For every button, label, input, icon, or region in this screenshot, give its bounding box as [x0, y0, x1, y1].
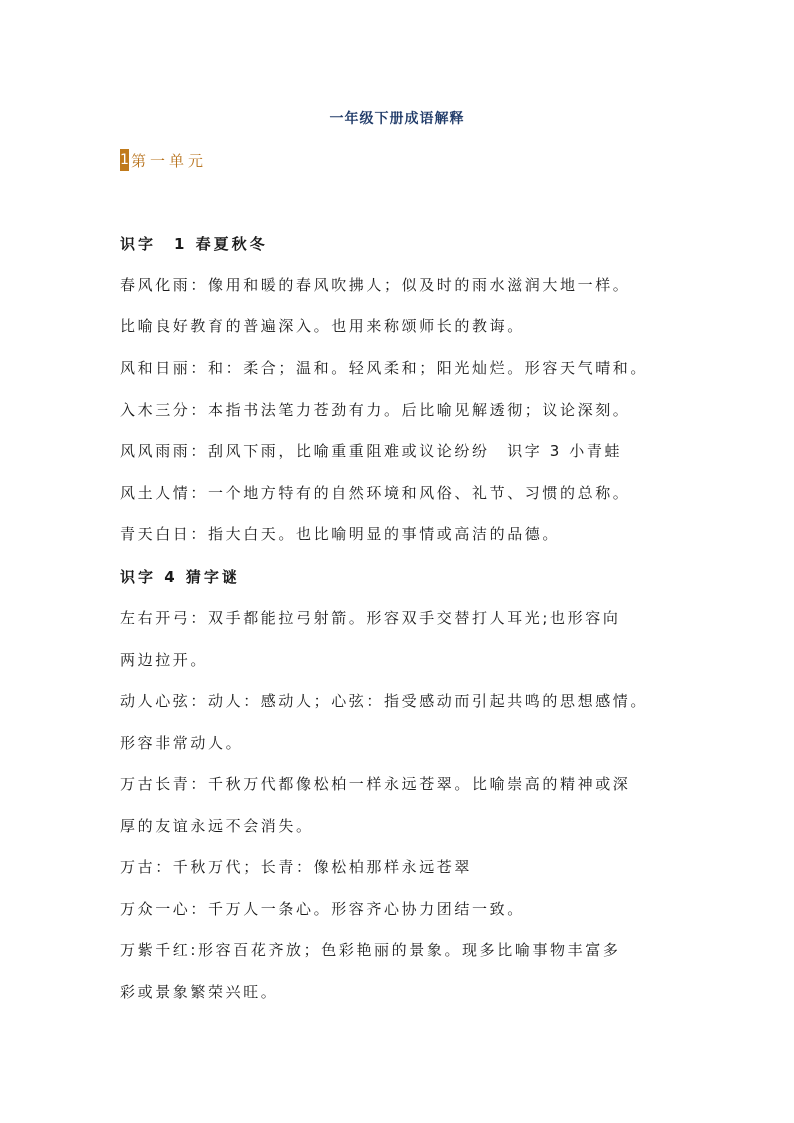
unit-number-badge: 1: [120, 149, 129, 171]
idiom-entry: 入木三分：本指书法笔力苍劲有力。后比喻见解透彻；议论深刻。: [120, 401, 631, 419]
idiom-entry-continued: 比喻良好教育的普遍深入。也用来称颂师长的教诲。: [120, 317, 525, 335]
idiom-entry: 万众一心：千万人一条心。形容齐心协力团结一致。: [120, 900, 525, 918]
unit-heading: [120, 149, 207, 171]
idiom-entry: 万古长青：千秋万代都像松柏一样永远苍翠。比喻崇高的精神或深: [120, 775, 631, 793]
idiom-entry-continued: 彩或景象繁荣兴旺。: [120, 983, 279, 1001]
idiom-entry: 青天白日：指大白天。也比喻明显的事情或高洁的品德。: [120, 525, 561, 543]
idiom-entry: 风土人情：一个地方特有的自然环境和风俗、礼节、习惯的总称。: [120, 484, 631, 502]
idiom-entry: 动人心弦：动人：感动人；心弦：指受感动而引起共鸣的思想感情。: [120, 692, 649, 710]
idiom-entry-continued: 两边拉开。: [120, 651, 209, 669]
section-heading: 识字 4 猜字谜: [120, 568, 240, 586]
document-title: 一年级下册成语解释: [329, 111, 465, 127]
idiom-entry-continued: 厚的友谊永远不会消失。: [120, 817, 314, 835]
idiom-entry: 左右开弓：双手都能拉弓射箭。形容双手交替打人耳光;也形容向: [120, 609, 621, 627]
unit-label: 第一单元: [131, 151, 208, 170]
idiom-entry: 风和日丽：和：柔合；温和。轻风柔和；阳光灿烂。形容天气晴和。: [120, 359, 649, 377]
idiom-entry: 春风化雨：像用和暖的春风吹拂人；似及时的雨水滋润大地一样。: [120, 276, 631, 294]
idiom-entry: 风风雨雨：刮风下雨，比喻重重阻难或议论纷纷 识字 3 小青蛙: [120, 442, 623, 460]
idiom-entry-continued: 形容非常动人。: [120, 734, 244, 752]
idiom-entry: 万古：千秋万代；长青：像松柏那样永远苍翠: [120, 858, 473, 876]
section-heading: 识字 1 春夏秋冬: [120, 235, 268, 253]
idiom-entry: 万紫千红:形容百花齐放；色彩艳丽的景象。现多比喻事物丰富多: [120, 941, 621, 959]
